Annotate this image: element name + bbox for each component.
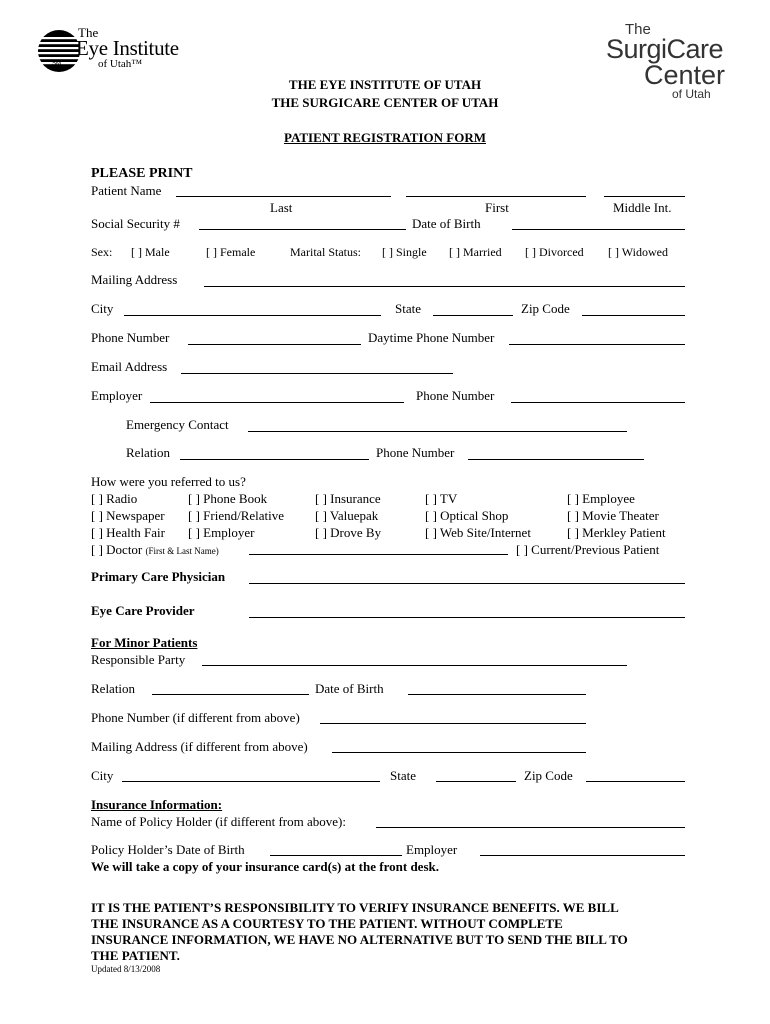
city-field[interactable] — [124, 315, 381, 316]
referral-newspaper-checkbox[interactable]: [ ] Newspaper — [91, 508, 165, 523]
sex-male-checkbox[interactable]: [ ] Male — [131, 245, 170, 259]
email-address-label: Email Address — [91, 359, 168, 374]
ssn-field[interactable] — [199, 229, 406, 230]
responsible-party-label: Responsible Party — [91, 652, 186, 667]
minor-city-field[interactable] — [122, 781, 380, 782]
employer-phone-label: Phone Number — [416, 388, 495, 403]
dob-field[interactable] — [512, 229, 685, 230]
emergency-relation-field[interactable] — [180, 459, 369, 460]
emergency-relation-label: Relation — [126, 445, 171, 460]
referral-radio-checkbox[interactable]: [ ] Radio — [91, 491, 138, 506]
dob-label: Date of Birth — [412, 216, 481, 231]
first-caption: First — [485, 200, 509, 215]
minor-phone-field[interactable] — [320, 723, 586, 724]
minor-dob-field[interactable] — [408, 694, 586, 695]
minor-relation-label: Relation — [91, 681, 136, 696]
eye-care-provider-label: Eye Care Provider — [91, 603, 195, 618]
marital-divorced-checkbox[interactable]: [ ] Divorced — [525, 245, 584, 259]
referral-current-previous-checkbox[interactable]: [ ] Current/Previous Patient — [516, 542, 660, 557]
eye-institute-logo — [36, 26, 206, 76]
zip-code-label: Zip Code — [521, 301, 570, 316]
surgicare-logo-center: Center — [644, 60, 726, 90]
state-field[interactable] — [433, 315, 513, 316]
minor-zip-field[interactable] — [586, 781, 685, 782]
state-label: State — [395, 301, 421, 316]
form-title: PATIENT REGISTRATION FORM — [283, 130, 486, 145]
emergency-contact-label: Emergency Contact — [126, 417, 229, 432]
daytime-phone-label: Daytime Phone Number — [368, 330, 495, 345]
referral-insurance-checkbox[interactable]: [ ] Insurance — [315, 491, 381, 506]
middle-initial-field[interactable] — [604, 196, 685, 197]
policy-holder-employer-field[interactable] — [480, 855, 685, 856]
emergency-contact-field[interactable] — [248, 431, 627, 432]
eye-logo-name: Eye Institute — [76, 36, 179, 60]
eye-logo-the: The — [78, 25, 99, 40]
referral-doctor-label: [ ] Doctor — [91, 542, 143, 557]
referral-health-fair-checkbox[interactable]: [ ] Health Fair — [91, 525, 166, 540]
surgicare-logo-name: SurgiCare — [606, 34, 724, 64]
last-name-field[interactable] — [176, 196, 391, 197]
referral-doctor-checkbox[interactable] — [91, 542, 219, 559]
referral-merkley-patient-checkbox[interactable]: [ ] Merkley Patient — [567, 525, 666, 540]
primary-care-physician-label: Primary Care Physician — [91, 569, 226, 584]
referral-doctor-name-field[interactable] — [249, 554, 508, 555]
insurance-heading: Insurance Information: — [91, 797, 223, 812]
minor-patients-heading: For Minor Patients — [91, 635, 198, 650]
marital-married-checkbox[interactable]: [ ] Married — [449, 245, 502, 259]
minor-state-label: State — [390, 768, 416, 783]
minor-city-label: City — [91, 768, 114, 783]
mailing-address-label: Mailing Address — [91, 272, 178, 287]
city-label: City — [91, 301, 114, 316]
responsible-party-field[interactable] — [202, 665, 627, 666]
minor-relation-field[interactable] — [152, 694, 309, 695]
mailing-address-field[interactable] — [204, 286, 685, 287]
policy-holder-field[interactable] — [376, 827, 685, 828]
minor-mailing-field[interactable] — [332, 752, 586, 753]
emergency-phone-field[interactable] — [468, 459, 644, 460]
updated-date: Updated 8/13/2008 — [91, 964, 161, 974]
emergency-phone-label: Phone Number — [376, 445, 455, 460]
middle-caption: Middle Int. — [613, 200, 672, 215]
ssn-label: Social Security # — [91, 216, 180, 231]
phone-number-label: Phone Number — [91, 330, 170, 345]
patient-name-label: Patient Name — [91, 183, 162, 198]
referral-employee-checkbox[interactable]: [ ] Employee — [567, 491, 635, 506]
zip-code-field[interactable] — [582, 315, 685, 316]
disclaimer-line-3: INSURANCE INFORMATION, WE HAVE NO ALTERNATIVE BUT TO SEND THE BILL TO — [91, 932, 628, 947]
please-print-heading: PLEASE PRINT — [91, 166, 193, 181]
referral-doctor-note: (First & Last Name) — [145, 546, 219, 556]
minor-phone-label: Phone Number (if different from above) — [91, 710, 300, 725]
disclaimer-line-4: THE PATIENT. — [91, 948, 180, 963]
sex-label: Sex: — [91, 245, 113, 259]
employer-field[interactable] — [150, 402, 404, 403]
phone-number-field[interactable] — [188, 344, 361, 345]
primary-care-physician-field[interactable] — [249, 583, 685, 584]
minor-dob-label: Date of Birth — [315, 681, 384, 696]
disclaimer-line-1: IT IS THE PATIENT’S RESPONSIBILITY TO VERIFY INSURANCE BENEFITS. WE BILL — [91, 900, 619, 915]
policy-holder-dob-label: Policy Holder’s Date of Birth — [91, 842, 245, 857]
disclaimer-line-2: THE INSURANCE AS A COURTESY TO THE PATIENT. WITHOUT COMPLETE — [91, 916, 563, 931]
referral-valuepak-checkbox[interactable]: [ ] Valuepak — [315, 508, 379, 523]
daytime-phone-field[interactable] — [509, 344, 685, 345]
email-address-field[interactable] — [181, 373, 453, 374]
insurance-card-note: We will take a copy of your insurance card(s) at the front desk. — [91, 859, 439, 874]
sex-female-checkbox[interactable]: [ ] Female — [206, 245, 256, 259]
referral-tv-checkbox[interactable]: [ ] TV — [425, 491, 458, 506]
marital-widowed-checkbox[interactable]: [ ] Widowed — [608, 245, 668, 259]
employer-phone-field[interactable] — [511, 402, 685, 403]
eye-logo-utah: of Utah™ — [98, 58, 143, 70]
employer-label: Employer — [91, 388, 143, 403]
policy-holder-label: Name of Policy Holder (if different from above): — [91, 814, 346, 829]
eye-logo-sm-mark: SM — [52, 61, 61, 67]
eye-care-provider-field[interactable] — [249, 617, 685, 618]
referral-employer-checkbox[interactable]: [ ] Employer — [188, 525, 255, 540]
referral-question: How were you referred to us? — [91, 474, 246, 489]
minor-zip-label: Zip Code — [524, 768, 573, 783]
referral-website-checkbox[interactable]: [ ] Web Site/Internet — [425, 525, 531, 540]
referral-phone-book-checkbox[interactable]: [ ] Phone Book — [188, 491, 268, 506]
policy-holder-dob-field[interactable] — [270, 855, 402, 856]
marital-single-checkbox[interactable]: [ ] Single — [382, 245, 427, 259]
last-caption: Last — [270, 200, 293, 215]
referral-drove-by-checkbox[interactable]: [ ] Drove By — [315, 525, 382, 540]
header-title-surgicare: THE SURGICARE CENTER OF UTAH — [271, 95, 499, 110]
marital-status-label: Marital Status: — [290, 245, 361, 259]
referral-friend-relative-checkbox[interactable]: [ ] Friend/Relative — [188, 508, 285, 523]
referral-movie-theater-checkbox[interactable]: [ ] Movie Theater — [567, 508, 659, 523]
surgicare-logo-the: The — [625, 21, 651, 38]
surgicare-logo-utah: of Utah — [672, 87, 711, 101]
referral-optical-shop-checkbox[interactable]: [ ] Optical Shop — [425, 508, 509, 523]
policy-holder-employer-label: Employer — [406, 842, 458, 857]
minor-state-field[interactable] — [436, 781, 516, 782]
header-title-eye-institute: THE EYE INSTITUTE OF UTAH — [288, 77, 482, 92]
minor-mailing-label: Mailing Address (if different from above) — [91, 739, 308, 754]
first-name-field[interactable] — [406, 196, 586, 197]
